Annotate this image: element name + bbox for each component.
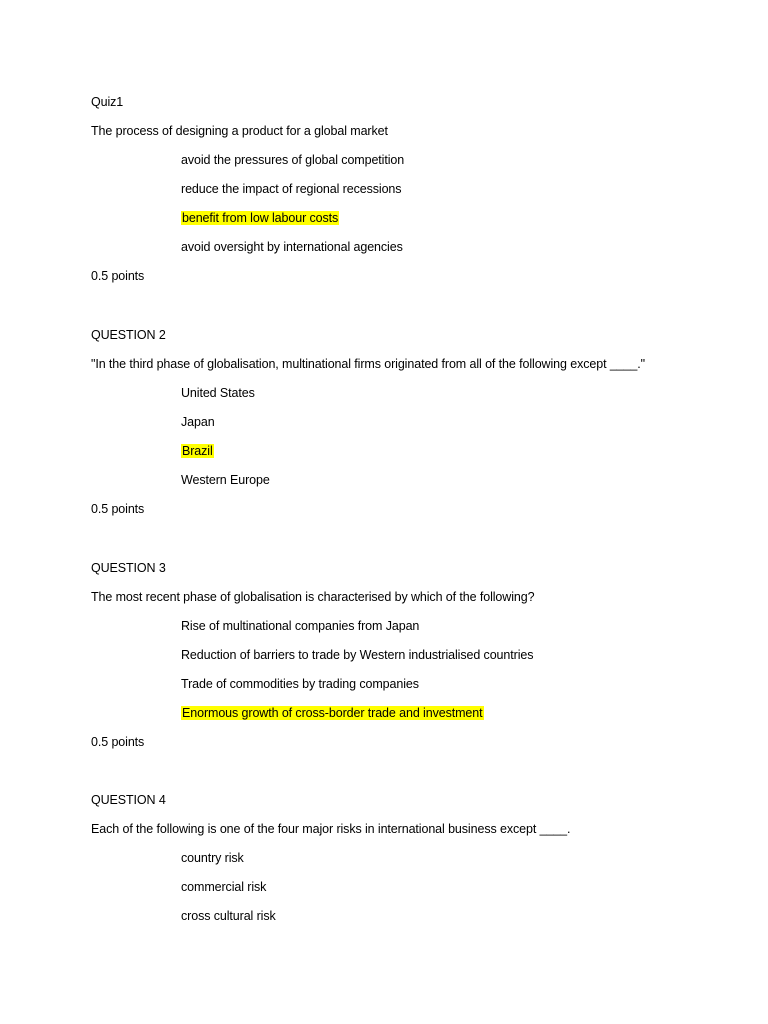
question-1-option-1: avoid the pressures of global competition bbox=[181, 153, 405, 167]
question-4-header: QUESTION 4 bbox=[91, 793, 166, 807]
question-4-option-3: cross cultural risk bbox=[181, 909, 276, 923]
question-1-option-4: avoid oversight by international agencies bbox=[181, 240, 403, 254]
question-1-option-2: reduce the impact of regional recessions bbox=[181, 182, 402, 196]
question-4-prompt: Each of the following is one of the four major risks in international business except ____. bbox=[91, 822, 571, 836]
question-3-option-3: Trade of commodities by trading companies bbox=[181, 677, 419, 691]
question-3-header: QUESTION 3 bbox=[91, 561, 166, 575]
question-2-points: 0.5 points bbox=[91, 502, 145, 516]
question-2-option-2: Japan bbox=[181, 415, 215, 429]
question-4-option-2: commercial risk bbox=[181, 880, 267, 894]
question-4-option-1: country risk bbox=[181, 851, 244, 865]
question-2-option-3-highlighted: Brazil bbox=[182, 444, 213, 458]
question-3-option-2: Reduction of barriers to trade by Western industrialised countries bbox=[181, 648, 534, 662]
quiz-title: Quiz1 bbox=[91, 95, 124, 109]
question-1-points: 0.5 points bbox=[91, 269, 145, 283]
question-3-option-4-highlighted: Enormous growth of cross-border trade and investment bbox=[182, 706, 483, 720]
question-3-option-1: Rise of multinational companies from Japan bbox=[181, 619, 420, 633]
question-2-header: QUESTION 2 bbox=[91, 328, 166, 342]
question-3-points: 0.5 points bbox=[91, 735, 145, 749]
question-1-option-3-highlighted: benefit from low labour costs bbox=[182, 211, 339, 225]
question-2-option-1: United States bbox=[181, 386, 255, 400]
question-2-prompt: "In the third phase of globalisation, multinational firms originated from all of the following except ____." bbox=[91, 357, 645, 371]
question-1-prompt: The process of designing a product for a global market bbox=[91, 124, 388, 138]
question-2-option-4: Western Europe bbox=[181, 473, 270, 487]
question-3-prompt: The most recent phase of globalisation is characterised by which of the following? bbox=[91, 590, 535, 604]
